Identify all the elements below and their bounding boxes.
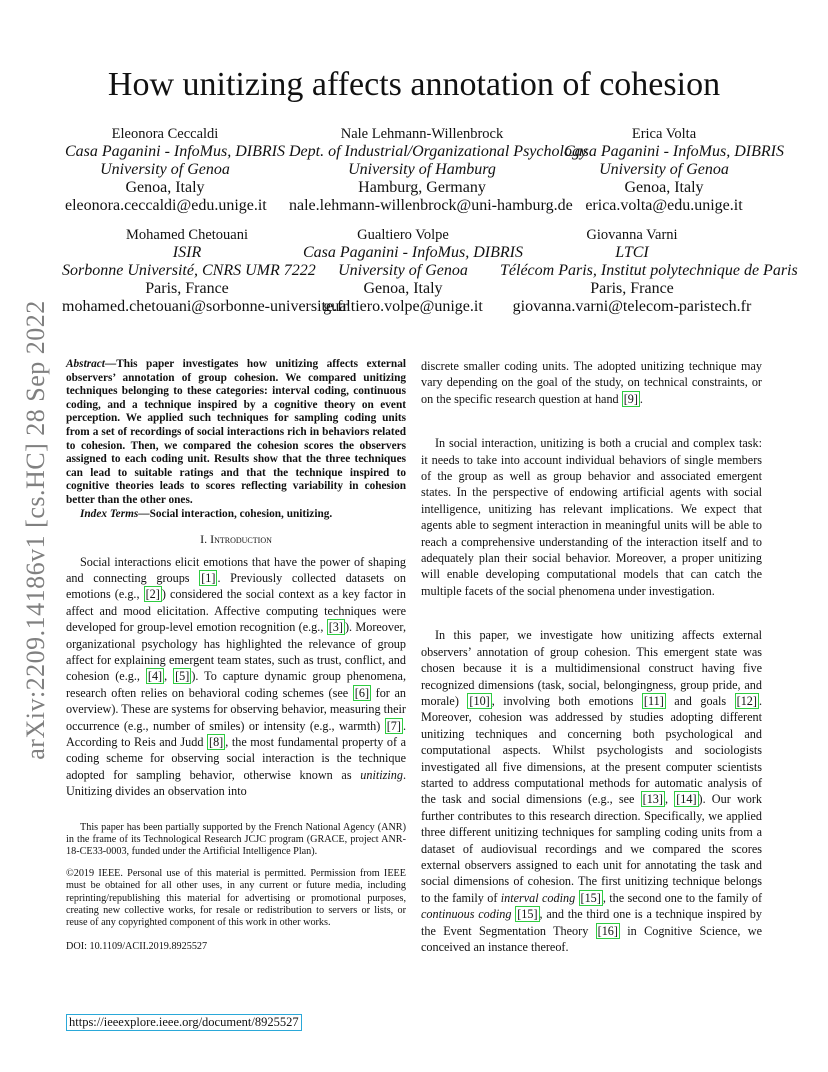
- author-affiliation: Casa Paganini - InfoMus, DIBRIS: [564, 143, 784, 160]
- index-terms-text: —Social interaction, cohesion, unitizing.: [138, 507, 333, 520]
- author-name: Eleonora Ceccaldi: [111, 126, 219, 142]
- citation-link[interactable]: [1]: [201, 570, 216, 585]
- author-location: Paris, France: [145, 280, 229, 297]
- author-name: Erica Volta: [631, 126, 697, 142]
- author-email: nale.lehmann-willenbrock@uni-hamburg.de: [289, 197, 573, 214]
- author-name: Gualtiero Volpe: [357, 227, 449, 243]
- citation-link[interactable]: [15]: [517, 907, 538, 922]
- citation-link[interactable]: [10]: [469, 693, 490, 708]
- author-email: gualtiero.volpe@unige.it: [323, 298, 483, 315]
- section-heading: I. Introduction: [200, 532, 272, 547]
- author-block: [564, 126, 784, 215]
- body-paragraph: In this paper, we investigate how unitizing affects external observers’ annotation of group cohesion. This emergent state was chosen because it is a multidimensional construct having five recognized dimensions (task, social, belongingness, group pride, and morale) [10] , involving both emotions [11] and goals [12] . Moreover, cohesion was addressed by studies adopting different unitizing techniques and concerning both psychological and computational aspects. Whilst psychologists and sociologists investigated all five dimensions, at the present computer scientists started to address computational methods for automatic analysis of the task and social dimensions (e.g., see [13] , [14] ). Our work further contributes to this research direction. Specifically, we applied three different unitizing techniques for sampling coding units from a dataset of audiovisual recordings and we compared the scores external observers assigned to each unit for annotating the task and social dimensions of cohesion. The first unitizing technique belongs to the family of interval coding [15] , the second one to the family of continuous coding [15] , and the third one is a technique inspired by the Event Segmentation Theory [16] in Cognitive Science, we conceived an instance thereof.: [421, 628, 763, 954]
- arxiv-identifier: arXiv:2209.14186v1 [cs.HC] 28 Sep 2022: [21, 300, 51, 760]
- author-affiliation: LTCI: [615, 244, 649, 261]
- author-block: [289, 126, 588, 215]
- right-column: [421, 358, 762, 955]
- author-block: [500, 227, 798, 316]
- author-name: Mohamed Chetouani: [125, 227, 249, 243]
- author-block: [65, 126, 285, 215]
- author-location: Genoa, Italy: [125, 179, 205, 196]
- author-email: mohamed.chetouani@sorbonne-universite.fr: [62, 298, 348, 315]
- citation-link[interactable]: [6]: [354, 685, 370, 700]
- author-affiliation: Casa Paganini - InfoMus, DIBRIS: [303, 244, 523, 261]
- citation-link[interactable]: [9]: [623, 391, 638, 406]
- citation-link[interactable]: [16]: [597, 923, 618, 938]
- citation-link[interactable]: [13]: [642, 792, 663, 807]
- author-university: University of Genoa: [599, 161, 729, 178]
- author-location: Genoa, Italy: [624, 179, 704, 196]
- author-university: University of Genoa: [338, 262, 468, 279]
- author-block: [62, 227, 348, 316]
- abstract-text: —This paper investigates how unitizing affects external observers’ annotation of group cohesion. We compared unitizing techniques belonging to these categories: interval coding, continuous coding, and a technique inspired by a cognitive theory on event perception. We applied such techniques for sampling coding units from a set of recordings of social interactions rich in behaviors related to cohesion. Then, we compared the cohesion scores the observers assigned to each coding unit. Results show that the three techniques can lead to suitable ratings and that the technique inspired to cognitive theories leads to scores reflecting variability in cohesion better than the other ones.: [66, 358, 406, 506]
- author-university: Télécom Paris, Institut polytechnique de Paris: [500, 262, 798, 279]
- author-location: Paris, France: [590, 280, 674, 297]
- author-name: Giovanna Varni: [586, 227, 678, 243]
- abstract-label: Abstract: [66, 358, 105, 370]
- citation-link[interactable]: [8]: [209, 735, 224, 749]
- intro-paragraph: Social interactions elicit emotions that have the power of shaping and connecting groups [1] . Previously collected datasets on emotions (e.g., [2] ) considered the social context as a key factor in affect and mood elicitation. Affective computing techniques were developed for group-level emotion recognition (e.g., [3] ). Moreover, organizational psychology has highlighted the relevance of group affect for explaining emergent team states, such as trust, conflict, and cohesion (e.g., [4] , [5] ). To capture dynamic group phenomena, research often relies on behavioral coding schemes (see [6] for an overview). These are systems for observing behavior, measuring their occurrence (e.g., number of smiles) or intensity (e.g., warmth) [7] . According to Reis and Judd [8] , the most fundamental property of a coding scheme for observing social interaction is the technique adopted for sampling behavior, otherwise known as unitizing. Unitizing divides an observation into: [66, 554, 407, 799]
- footnote-doi: DOI: 10.1109/ACII.2019.8925527: [66, 941, 208, 953]
- citation-link[interactable]: [14]: [676, 792, 697, 807]
- author-affiliation: Dept. of Industrial/Organizational Psychology: [289, 143, 588, 160]
- index-terms-label: Index Terms: [80, 507, 139, 520]
- abstract: [66, 358, 406, 508]
- author-email: giovanna.varni@telecom-paristech.fr: [512, 298, 752, 315]
- citation-link[interactable]: [11]: [643, 693, 664, 708]
- body-paragraph: discrete smaller coding units. The adopted unitizing technique may vary depending on the goal of the study, on technical constraints, or on the specific research question at hand [9] .: [421, 359, 762, 406]
- index-terms: [66, 508, 406, 522]
- citation-link[interactable]: [7]: [386, 718, 401, 733]
- author-university: University of Hamburg: [348, 161, 496, 178]
- author-email: eleonora.ceccaldi@edu.unige.it: [65, 197, 267, 214]
- author-email: erica.volta@edu.unige.it: [585, 197, 743, 214]
- author-block: [303, 227, 523, 316]
- citation-link[interactable]: [5]: [175, 669, 190, 684]
- author-affiliation: ISIR: [172, 244, 202, 261]
- left-column: [66, 358, 406, 953]
- arxiv-sidebar: [14, 290, 58, 770]
- footnote-copyright: ©2019 IEEE. Personal use of this material is permitted. Permission from IEEE must be obtained for all other uses, in any current or future media, including reprinting/republishing this material for advertising or promotional purposes, creating new collective works, for resale or redistribution to servers or lists, or reuse of any copyrighted component of this work in other works.: [66, 868, 406, 929]
- paper-title: How unitizing affects annotation of cohesion: [107, 66, 721, 103]
- author-affiliation: Casa Paganini - InfoMus, DIBRIS: [65, 143, 285, 160]
- author-name: Nale Lehmann-Willenbrock: [340, 126, 504, 142]
- citation-link[interactable]: [2]: [145, 587, 160, 602]
- citation-link[interactable]: [3]: [328, 620, 343, 635]
- ieee-link[interactable]: https://ieeexplore.ieee.org/document/8925527: [66, 1014, 302, 1031]
- citation-link[interactable]: [12]: [736, 693, 757, 708]
- citation-link[interactable]: [4]: [147, 669, 163, 684]
- author-university: University of Genoa: [100, 161, 230, 178]
- citation-link[interactable]: [15]: [580, 890, 601, 905]
- author-location: Hamburg, Germany: [358, 179, 486, 196]
- body-paragraph: In social interaction, unitizing is both a crucial and complex task: it needs to take into account individual behaviors of single members of the group as well as group behavior and associated emergent states. In the perspective of endowing artificial agents with social intelligence, unitizing has relevant implications. We expect that agents able to segment interaction in meaningful units will be able to reach a comprehensive understanding of the interaction itself and to adequately plan their social behavior. Moreover, a proper unitizing will enable developing computational models that can catch the multiple facets of the social phenomena under investigation.: [421, 436, 762, 598]
- author-location: Genoa, Italy: [363, 280, 443, 297]
- footnote-funding: This paper has been partially supported by the French National Agency (ANR) in the frame of its Technological Research JCJC program (GRACE, project ANR-18-CE33-0003, funded under the Artificial Intelligence Plan).: [66, 821, 406, 858]
- author-university: Sorbonne Université, CNRS UMR 7222: [62, 262, 316, 279]
